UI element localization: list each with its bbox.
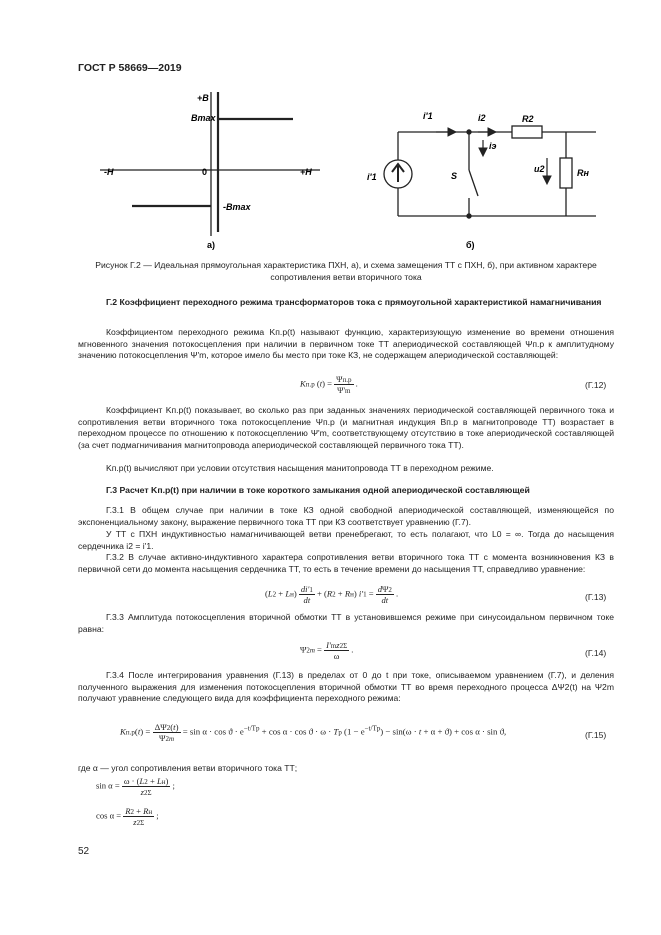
label-minus-h: -H bbox=[104, 167, 114, 177]
label-b-max: Bmax bbox=[191, 113, 216, 123]
label-rn: Rн bbox=[577, 168, 589, 178]
label-panel-b: б) bbox=[466, 240, 475, 250]
g3-paragraph-4: Г.3.3 Амплитуда потокосцепления вторичной обмотки ТТ в установившемся режиме при синусоидальном первичном токе равна: bbox=[78, 612, 614, 634]
equation-g14-label: (Г.14) bbox=[585, 648, 607, 658]
g3-paragraph-5: Г.3.4 После интегрирования уравнения (Г.13) в пределах от 0 до t при токе, описываемом уравнением (Г.7), и деления полученного выражения для изменения потокосцепления вторичной обмотки ТТ во время переходного процесса ΔΨ2(t) на Ψ2m получают уравнение следующего вида для коэффициента переходного режима: bbox=[78, 670, 615, 704]
label-r2: R2 bbox=[522, 114, 534, 124]
label-i2: i2 bbox=[478, 113, 486, 123]
equation-g14: Ψ2m = $\frac{I'mz2\Sigma}{\omega}$ . bbox=[300, 640, 354, 661]
g3-paragraph-2: У ТТ с ПХН индуктивностью намагничивающей ветви пренебрегают, то есть полагают, что L0 = ∞. Тогда до насыщения сердечника i2 = i'1. bbox=[78, 529, 614, 551]
label-panel-a: а) bbox=[207, 240, 216, 250]
figure-caption: Рисунок Г.2 — Идеальная прямоугольная характеристика ПХН, а), и схема замещения ТТ с ПХН, б), при активном характере сопротивления ветви вторичного тока bbox=[95, 260, 597, 282]
equation-g13: (L2 + Lн) $\frac{di'1}{dt}$ + (R2 + Rн) i'1 = $\frac{d\Psi 2}{dt}$ . bbox=[265, 584, 399, 605]
section-g3-heading: Г.3 Расчет Kп.р(t) при наличии в токе короткого замыкания одной апериодической составляющей bbox=[106, 485, 530, 495]
label-plus-b: +B bbox=[197, 93, 209, 103]
label-minus-b: -Bmax bbox=[223, 202, 251, 212]
label-i1p: i'1 bbox=[423, 111, 433, 121]
g2-paragraph-1: Коэффициентом переходного режима Kп.р(t) называют функцию, характеризующую изменение во времени отношения мгновенного значения потокосцепления при наличии в первичном токе ТТ апериодической составляющей Ψп.р к амплитудному значению потокосцепления Ψ'm, которое имело бы место при токе КЗ, не содержащем апериодической составляющей: bbox=[78, 327, 614, 361]
equation-g15-label: (Г.15) bbox=[585, 730, 607, 740]
rn-resistor bbox=[560, 158, 572, 188]
g3-paragraph-1: Г.3.1 В общем случае при наличии в токе КЗ одной свободной апериодической составляющей, изменяющейся по экспоненциальному закону, выражение первичного тока ТТ при КЗ соответствует уравнению (Г.7). bbox=[78, 505, 614, 527]
figure-g2 bbox=[0, 0, 661, 280]
label-i1: i'1 bbox=[367, 172, 377, 182]
g2-paragraph-2: Коэффициент Kп.р(t) показывает, во сколько раз при заданных значениях периодической составляющей первичного тока и сопротивления ветви вторичного тока потокосцепление Ψп.р (и магнитная индукция Bп.р в магнитопроводе ТТ) возрастает в переходном процессе по отношению к потокосцеплению Ψ'm, соответствующему отсутствию в токе апериодической составляющей (за счет подмагничивания магнитопровода апериодической составляющей первичного тока ТТ). bbox=[78, 405, 614, 450]
equation-cos-alpha: cos α = $\frac{R2 + Rн}{z2\Sigma}$ ; bbox=[96, 806, 159, 827]
g2-paragraph-3: Kп.р(t) вычисляют при условии отсутствия насыщения манитопровода ТТ в переходном режиме. bbox=[106, 463, 494, 473]
equation-g12: Kп.р (t) = $\frac{\Psi п.р}{\Psi'm}$ . bbox=[300, 374, 358, 395]
equation-g13-label: (Г.13) bbox=[585, 592, 607, 602]
label-ie: iэ bbox=[489, 141, 497, 151]
equation-g12-label: (Г.12) bbox=[585, 380, 607, 390]
section-g2-heading: Г.2 Коэффициент переходного режима трансформаторов тока с прямоугольной характеристикой намагничивания bbox=[106, 297, 602, 307]
r2-resistor bbox=[512, 126, 542, 138]
g3-paragraph-3: Г.3.2 В случае активно-индуктивного характера сопротивления ветви вторичного тока ТТ с момента возникновения КЗ в первичной сети до момента насыщения сердечника ТТ, то есть в течение времени до насыщения ТТ, справедливо уравнение: bbox=[78, 552, 614, 574]
label-s: S bbox=[451, 171, 458, 181]
where-alpha: где α — угол сопротивления ветви вторичного тока ТТ; bbox=[78, 763, 298, 773]
label-zero: 0 bbox=[202, 167, 208, 177]
equation-sin-alpha: sin α = $\frac{\omega \cdot (L2 + Lн)}{z2\Sigma}$ ; bbox=[96, 776, 175, 797]
label-u2: u2 bbox=[534, 164, 545, 174]
equation-g15: Kп.р(t) = $\frac{\Delta\Psi 2(t)}{\Psi 2m}$ = $\sin \alpha \cdot \cos ϑ \cdot e^{-t/Tр} + \cos \alpha \cdot \cos ϑ \cdot \omega$ · Tр $(1 - e^{-t/Tр}) - \sin(\omega \cdot t + \alpha + ϑ) + \cos \alpha \cdot \sin ϑ$, bbox=[120, 722, 507, 743]
page-number: 52 bbox=[78, 846, 90, 857]
label-plus-h: +H bbox=[300, 167, 312, 177]
document-header: ГОСТ Р 58669—2019 bbox=[78, 62, 182, 74]
switch-s bbox=[469, 170, 478, 196]
